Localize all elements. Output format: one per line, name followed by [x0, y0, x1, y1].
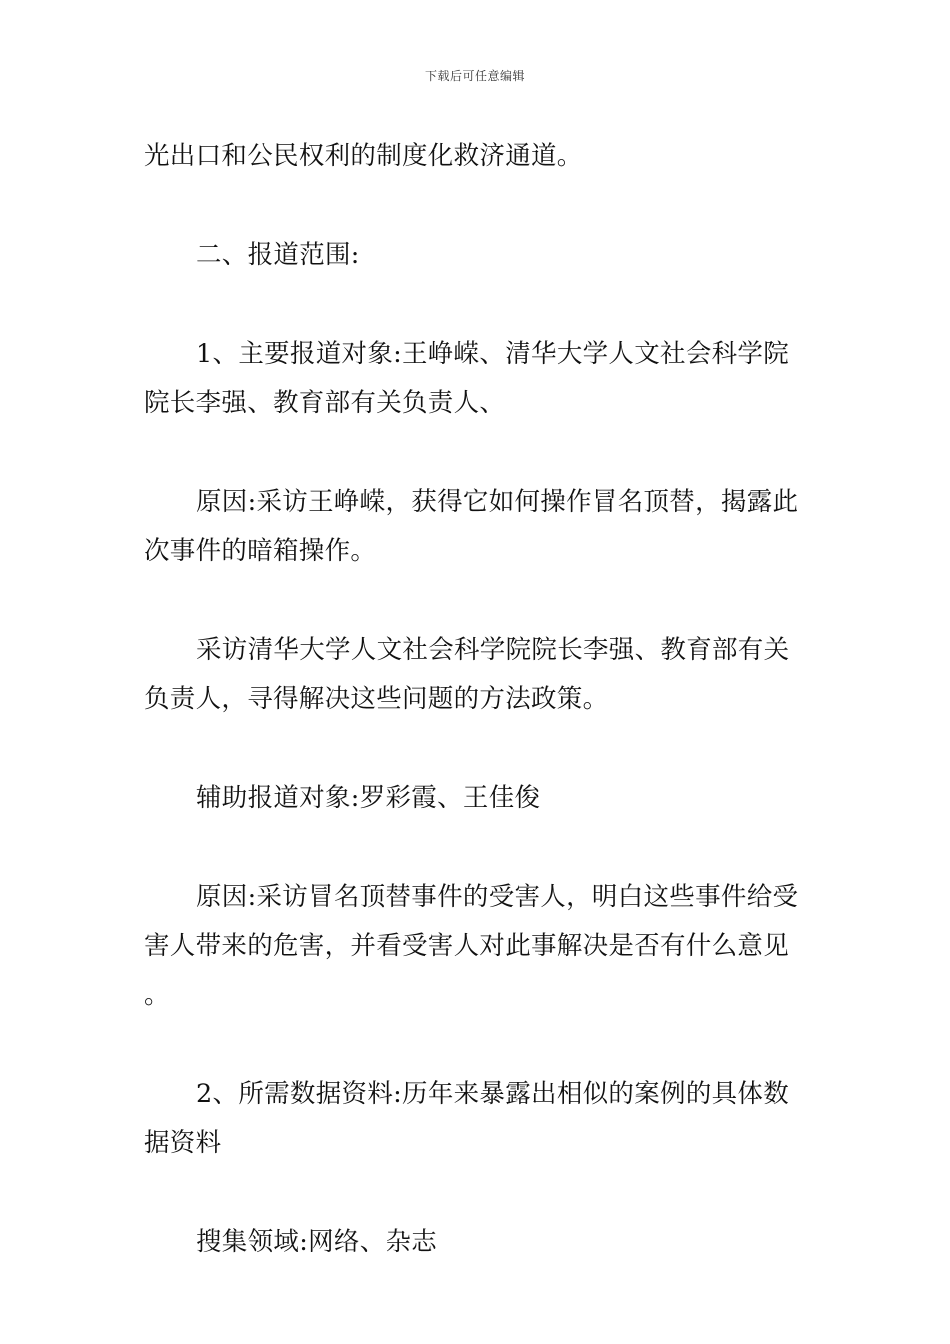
paragraph-collection-fields: 搜集领域:网络、杂志	[196, 1227, 438, 1257]
paragraph-continuation: 光出口和公民权利的制度化救济通道。	[144, 141, 583, 171]
page-header: 下载后可任意编辑	[424, 69, 525, 83]
section-heading-report-scope: 二、报道范围:	[196, 240, 360, 270]
document-body	[144, 132, 809, 1267]
paragraph-data-needed: 2、所需数据资料:历年来暴露出相似的案例的具体数据资料	[144, 1079, 790, 1158]
paragraph-secondary-subjects: 辅助报道对象:罗彩霞、王佳俊	[196, 783, 541, 813]
paragraph-main-subjects: 1、主要报道对象:王峥嵘、清华大学人文社会科学院院长李强、教育部有关负责人、	[144, 339, 790, 418]
paragraph-interview-officials: 采访清华大学人文社会科学院院长李强、教育部有关负责人，寻得解决这些问题的方法政策。	[144, 635, 790, 714]
paragraph-main-reason: 原因:采访王峥嵘，获得它如何操作冒名顶替，揭露此次事件的暗箱操作。	[144, 487, 799, 566]
paragraph-secondary-reason: 原因:采访冒名顶替事件的受害人，明白这些事件给受害人带来的危害，并看受害人对此事解决是否有什么意见。	[144, 882, 799, 1010]
